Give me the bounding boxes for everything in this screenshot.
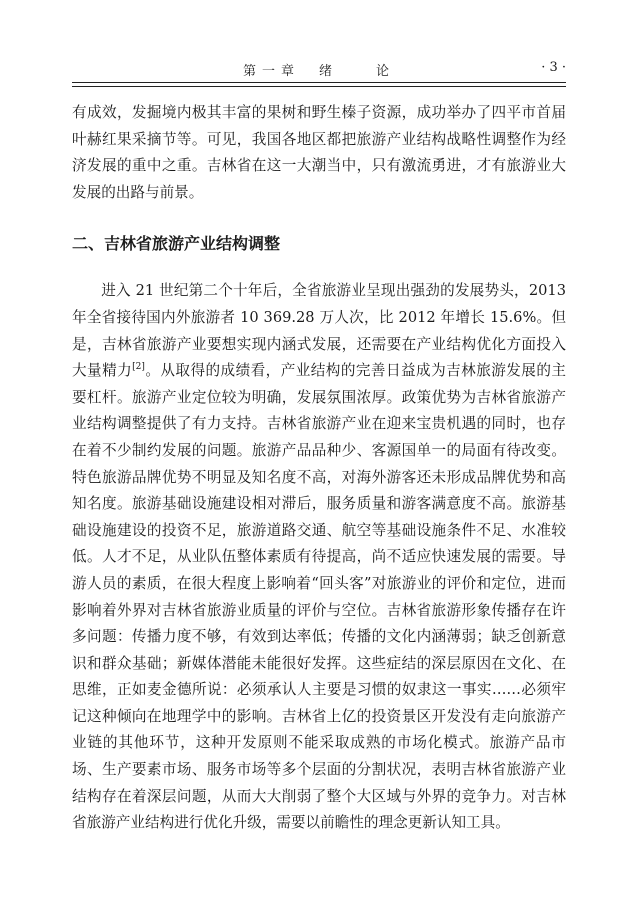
chapter-title: 第一章 绪 论: [242, 64, 395, 79]
section-heading: 二、吉林省旅游产业结构调整: [72, 234, 281, 254]
section-paragraph: [72, 278, 566, 836]
running-header: [72, 58, 566, 82]
header-rule-thin: [72, 86, 566, 87]
body-text: [72, 100, 566, 837]
section-heading-wrap: [72, 232, 566, 256]
header-rule-thick: [72, 82, 566, 83]
intro-paragraph: 有成效，发掘境内极其丰富的果树和野生榛子资源，成功举办了四平市首届叶赫红果采摘节等。可见，我国各地区都把旅游产业结构战略性调整作为经济发展的重中之重。吉林省在这一大潮当中，只有激流勇进，才有旅游业大发展的出路与前景。: [72, 104, 566, 201]
paragraph-text-part1: 进入 21 世纪第二个十年后，全省旅游业呈现出强劲的发展势头，2013 年全省接待国内外旅游者 10 369.28 万人次，比 2012 年增长 15.6%。但是，吉林省旅游产业要想实现内涵式发展，还需要在产业结构优化方面投入大量精力: [72, 282, 566, 380]
page-number: · 3 ·: [541, 60, 566, 75]
paragraph-text-part2: 。从取得的成绩看，产业结构的完善日益成为吉林旅游发展的主要杠杆。旅游产业定位较为明确，发展氛围浓厚。政策优势为吉林省旅游产业结构调整提供了有力支持。吉林省旅游产业在迎来宝贵机遇的同时，也存在着不少制约发展的问题。旅游产品品种少、客源国单一的局面有待改变。特色旅游品牌优势不明显及知名度不高，对海外游客还未形成品牌优势和高知名度。旅游基础设施建设相对滞后，服务质量和游客满意度不高。旅游基础设施建设的投资不足，旅游道路交通、航空等基础设施条件不足、水准较低。人才不足，从业队伍整体素质有待提高，尚不适应快速发展的需要。导游人员的素质，在很大程度上影响着“回头客”对旅游业的评价和定位，进而影响着外界对吉林省旅游业质量的评价与空位。吉林省旅游形象传播存在许多问题：传播力度不够，有效到达率低；传播的文化内涵薄弱；缺乏创新意识和群众基础；新媒体潜能未能很好发挥。这些症结的深层原因在文化、在思维，正如麦金德所说：必须承认人主要是习惯的奴隶这一事实……必须牢记这种倾向在地理学中的影响。吉林省上亿的投资景区开发没有走向旅游产业链的其他环节，这种开发原则不能采取成熟的市场化模式。旅游产品市场、生产要素市场、服务市场等多个层面的分割状况，表明吉林省旅游产业结构存在着深层问题，从而大大削弱了整个大区域与外界的竞争力。对吉林省旅游产业结构进行优化升级，需要以前瞻性的理念更新认知工具。: [72, 362, 566, 832]
citation-marker: [2]: [132, 362, 145, 373]
